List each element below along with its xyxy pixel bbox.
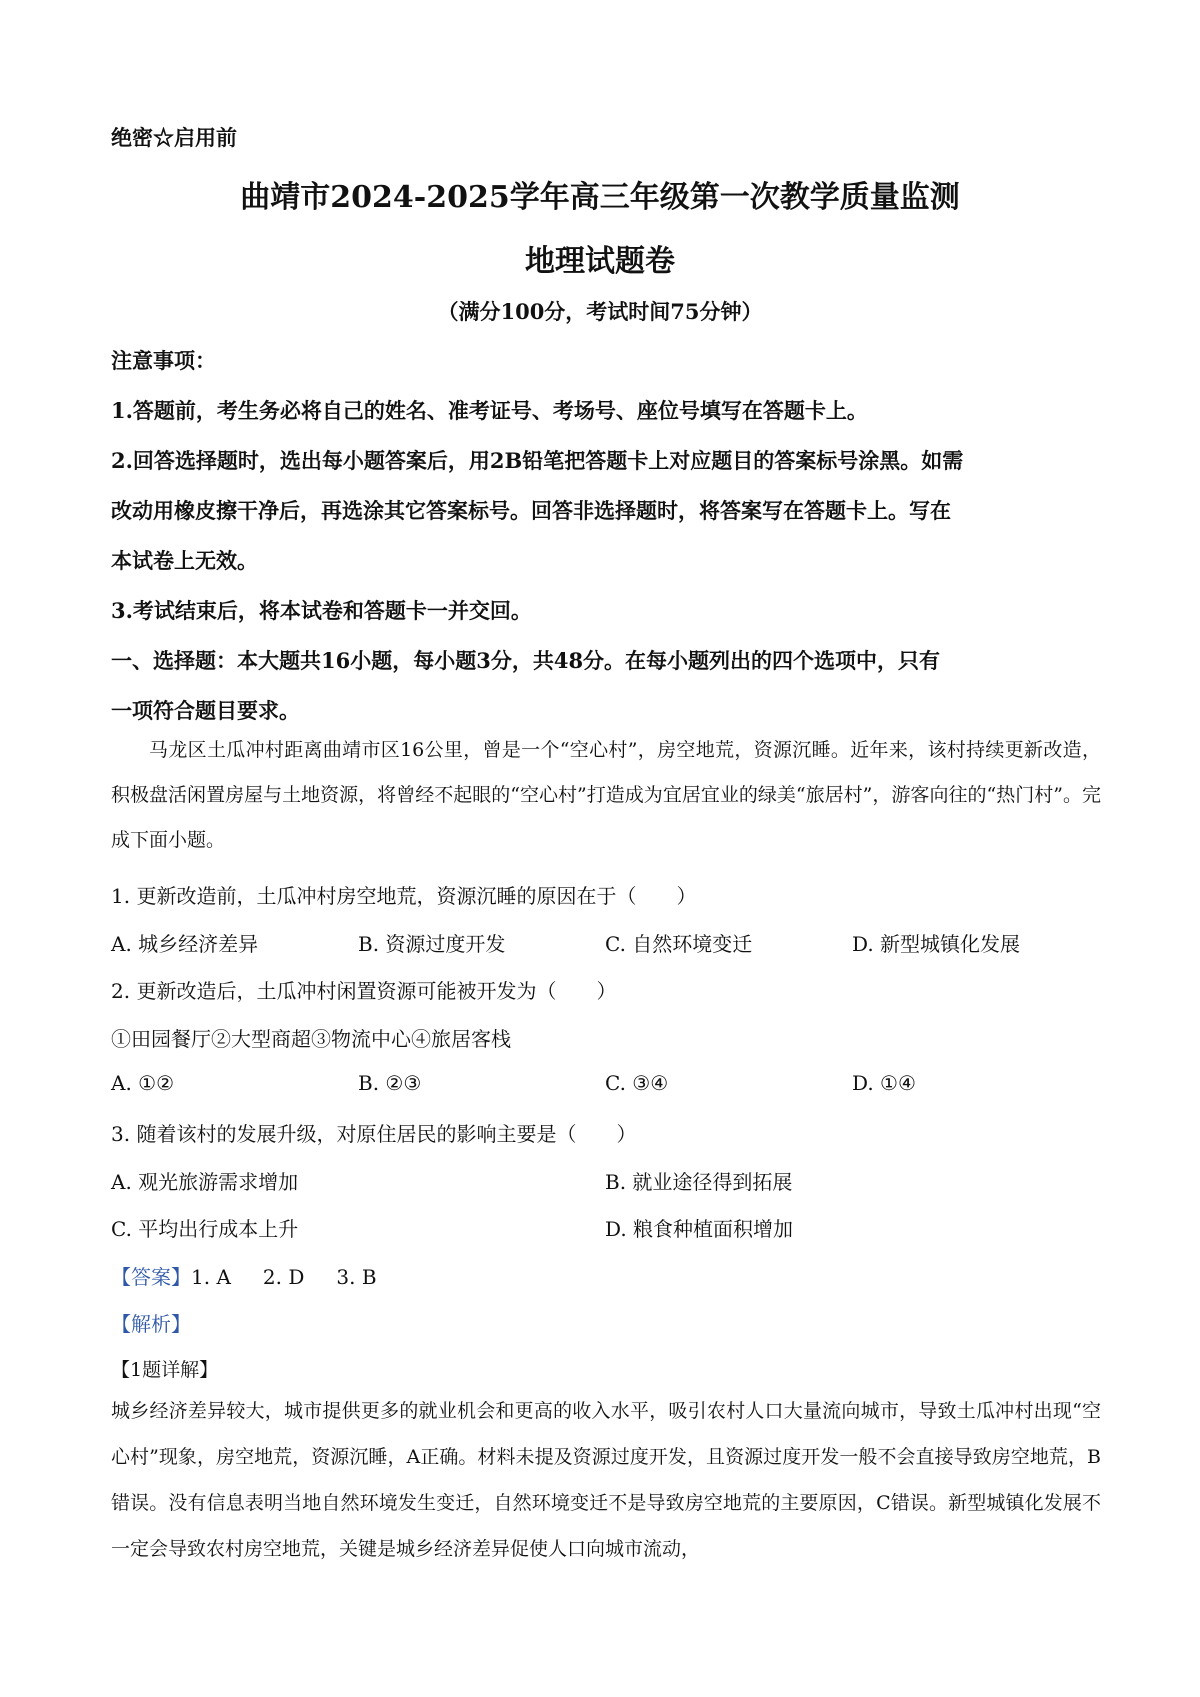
question-2-option-d: D. ①④ [852,1071,916,1095]
question-1-explanation: 城乡经济差异较大，城市提供更多的就业机会和更高的收入水平，吸引农村人口大量流向城市，导致土瓜冲村出现“空心村”现象，房空地荒，资源沉睡，A正确。材料未提及资源过度开发，且资源过度开发一般不会直接导致房空地荒，B错误。没有信息表明当地自然环境发生变迁，自然环境变迁不是导致房空地荒的主要原因，C错误。新型城镇化发展不一定会导致农村房空地荒，关键是城乡经济差异促使人口向城市流动， [111,1400,1101,1560]
question-2-items: ①田园餐厅②大型商超③物流中心④旅居客栈 [111,1027,511,1051]
exam-title: 曲靖市2024-2025学年高三年级第一次教学质量监测 [240,180,960,215]
question-2-option-c: C. ③④ [605,1071,669,1095]
question-1-option-d: D. 新型城镇化发展 [852,932,1021,956]
question-2-option-a: A. ①② [111,1071,175,1095]
answer-2: 2. D [262,1265,305,1289]
subject-title: 地理试题卷 [525,244,675,279]
notice-item-2-line-2: 改动用橡皮擦干净后，再选涂其它答案标号。回答非选择题时，将答案写在答题卡上。写在 [111,498,951,523]
answer-1: 1. A [191,1265,231,1289]
question-1-option-b: B. 资源过度开发 [358,932,506,956]
question-3-option-d: D. 粮食种植面积增加 [605,1217,794,1241]
question-2-stem: 2. 更新改造后，土瓜冲村闲置资源可能被开发为（ ） [111,979,617,1003]
question-1-option-a: A. 城乡经济差异 [111,932,259,956]
reading-passage: 马龙区土瓜冲村距离曲靖市区16公里，曾是一个“空心村”，房空地荒，资源沉睡。近年来，该村持续更新改造，积极盘活闲置房屋与土地资源，将曾经不起眼的“空心村”打造成为宜居宜业的绿美“旅居村”，游客向往的“热门村”。完成下面小题。 [111,739,1101,851]
answer-tag: 【答案】 [111,1265,191,1289]
question-3-option-c: C. 平均出行成本上升 [111,1217,299,1241]
question-3-stem: 3. 随着该村的发展升级，对原住居民的影响主要是（ ） [111,1122,637,1146]
analysis-tag: 【解析】 [111,1312,191,1336]
notice-item-2-line-1: 2.回答选择题时，选出每小题答案后，用2B铅笔把答题卡上对应题目的答案标号涂黑。如需 [111,448,964,473]
section-heading-line-2: 一项符合题目要求。 [111,698,300,723]
question-1-stem: 1. 更新改造前，土瓜冲村房空地荒，资源沉睡的原因在于（ ） [111,884,697,908]
answer-3: 3. B [336,1265,377,1289]
notice-item-1: 1.答题前，考生务必将自己的姓名、准考证号、考场号、座位号填写在答题卡上。 [111,398,868,423]
notice-item-3: 3.考试结束后，将本试卷和答题卡一并交回。 [111,598,532,623]
notice-item-2-line-3: 本试卷上无效。 [111,548,258,573]
question-2-option-b: B. ②③ [358,1071,422,1095]
notice-heading: 注意事项： [111,348,216,373]
secret-mark: 绝密☆启用前 [111,125,237,150]
exam-duration-note: （满分100分，考试时间75分钟） [437,299,763,324]
question-1-detail-tag: 【1题详解】 [111,1359,219,1381]
question-1-option-c: C. 自然环境变迁 [605,932,753,956]
question-3-option-b: B. 就业途径得到拓展 [605,1170,793,1194]
answer-line [111,1261,377,1290]
question-3-option-a: A. 观光旅游需求增加 [111,1170,299,1194]
section-heading-line-1: 一、选择题：本大题共16小题，每小题3分，共48分。在每小题列出的四个选项中，只有 [111,648,941,673]
